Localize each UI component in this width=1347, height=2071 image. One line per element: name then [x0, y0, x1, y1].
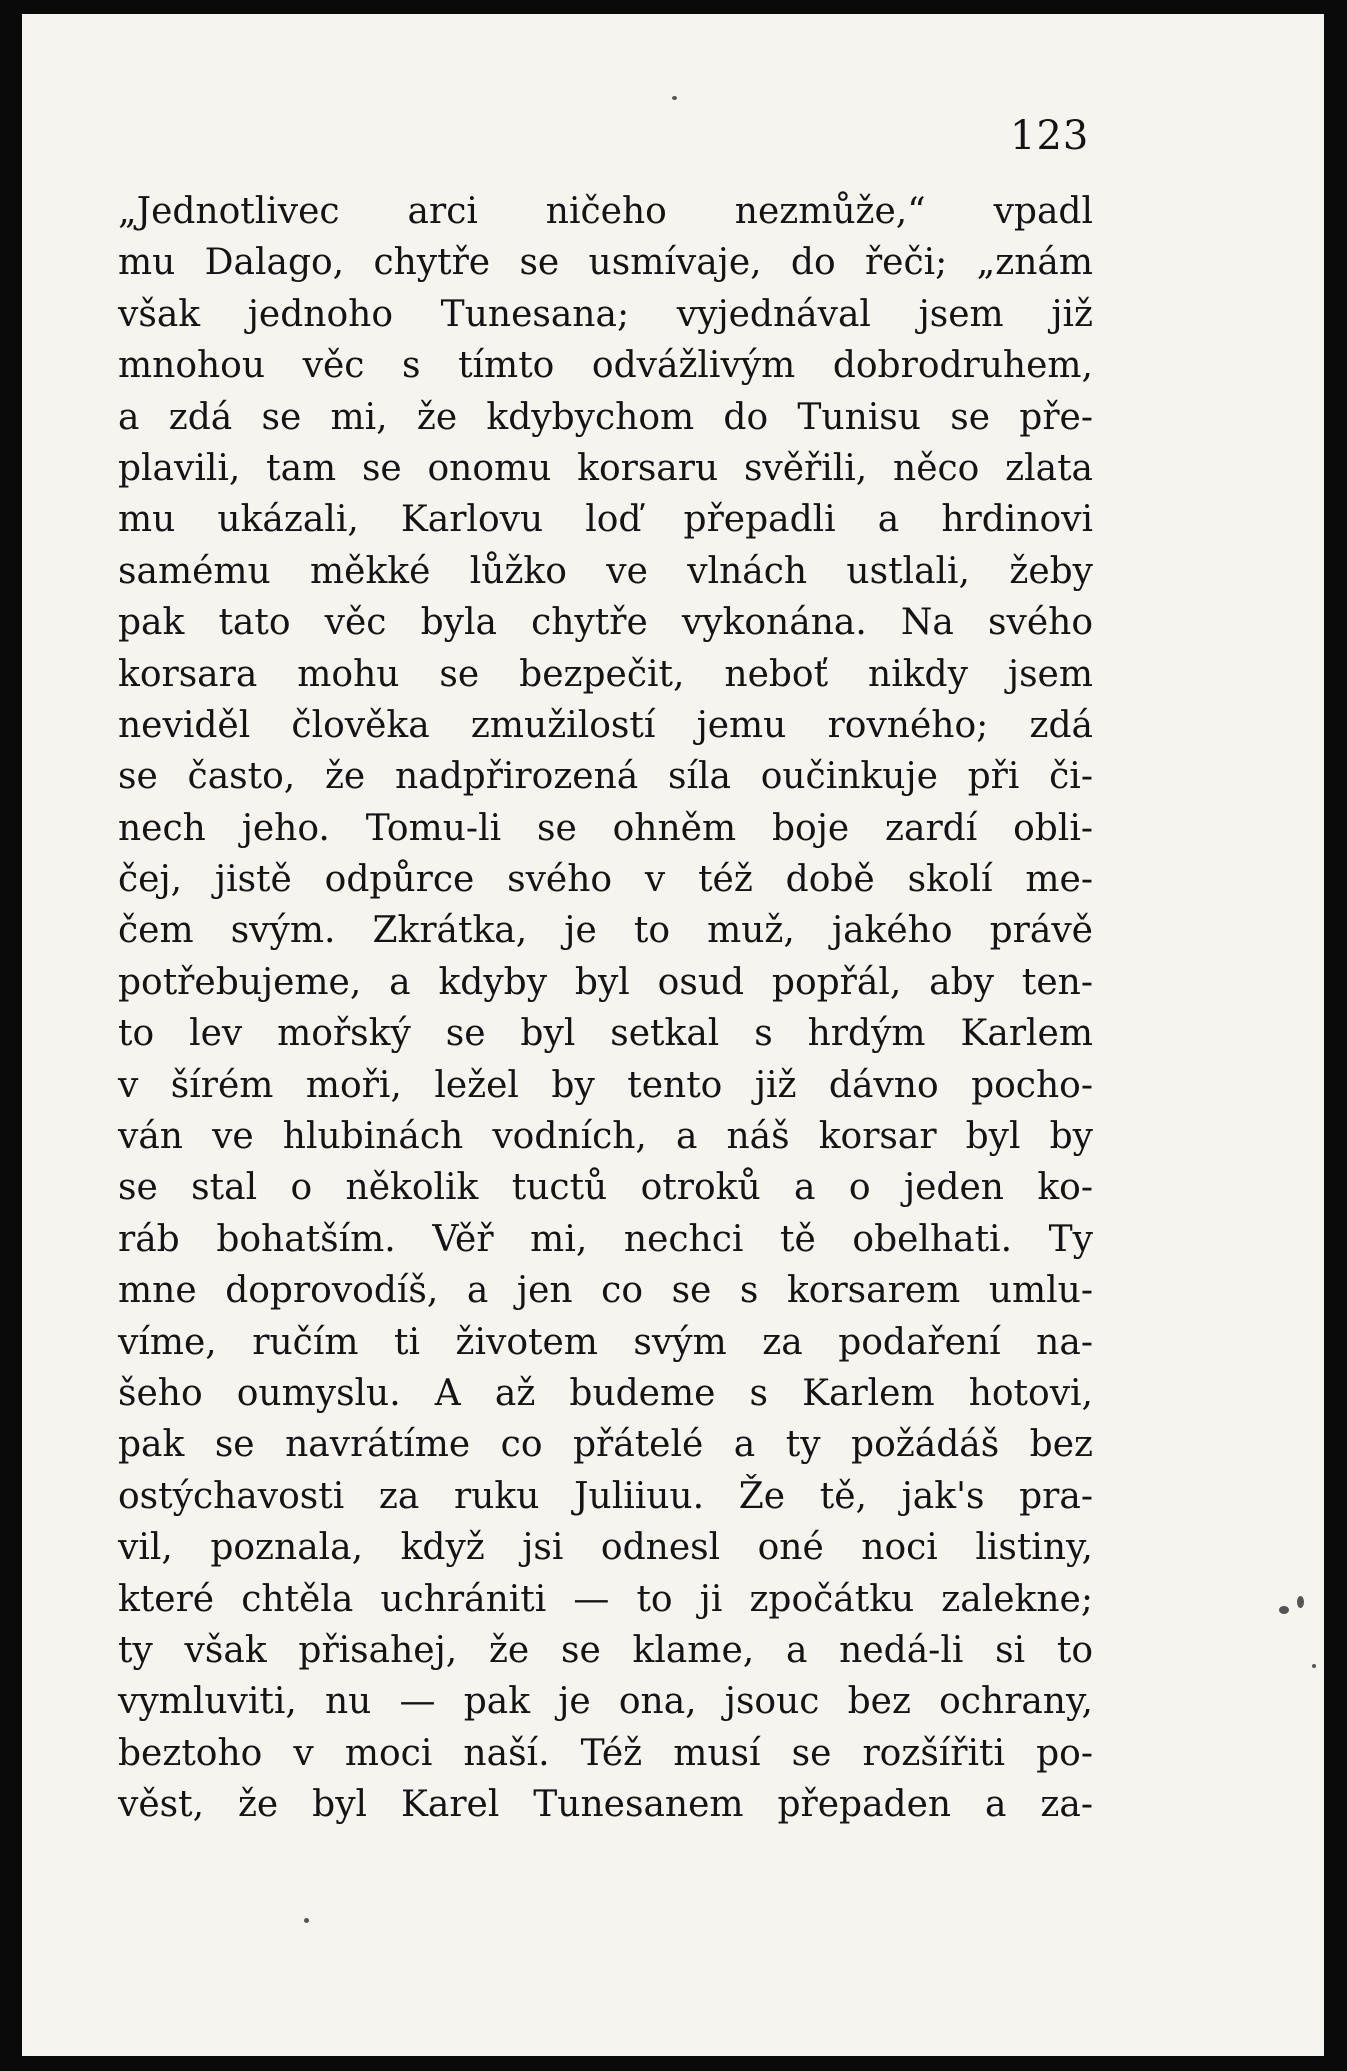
text-line: však jednoho Tunesana; vyjednával jsem již: [118, 293, 1093, 335]
text-line: „Jednotlivec arci ničeho nezmůže,“ vpadl: [118, 191, 1093, 232]
text-line: pak tato věc byla chytře vykonána. Na svého: [118, 602, 1093, 644]
ink-speck: [672, 96, 677, 100]
text-line: vymluviti, nu — pak je ona, jsouc bez ochrany,: [118, 1681, 1093, 1723]
text-line: mu Dalago, chytře se usmívaje, do řeči; „znám: [118, 242, 1093, 284]
text-line: čej, jistě odpůrce svého v též době skolí me-: [118, 859, 1093, 901]
text-line: mu ukázali, Karlovu loď přepadli a hrdinovi: [118, 499, 1093, 541]
page-number: 123: [1010, 113, 1090, 159]
text-line: se stal o několik tuctů otroků a o jeden ko-: [118, 1167, 1093, 1209]
ink-speck: [1297, 1596, 1304, 1608]
text-line: korsara mohu se bezpečit, neboť nikdy jsem: [118, 653, 1093, 695]
text-line: ty však přisahej, že se klame, a nedá-li si to: [118, 1629, 1093, 1671]
text-line: které chtěla uchrániti — to ji zpočátku zalekne;: [118, 1578, 1093, 1620]
ink-speck: [304, 1918, 309, 1923]
text-line: mne doprovodíš, a jen co se s korsarem umlu-: [118, 1270, 1093, 1312]
text-line: a zdá se mi, že kdybychom do Tunisu se pře-: [118, 396, 1093, 438]
text-line: beztoho v moci naší. Též musí se rozšířiti po-: [118, 1732, 1093, 1774]
text-line: v šírém moři, ležel by tento již dávno pocho-: [118, 1064, 1093, 1106]
text-line: samému měkké lůžko ve vlnách ustlali, žeby: [118, 550, 1093, 592]
text-line: ráb bohatším. Věř mi, nechci tě obelhati. Ty: [118, 1218, 1093, 1260]
text-line: neviděl člověka zmužilostí jemu rovného; zdá: [118, 704, 1093, 746]
text-line: se často, že nadpřirozená síla oučinkuje při či-: [118, 756, 1093, 798]
text-line: čem svým. Zkrátka, je to muž, jakého právě: [118, 910, 1093, 952]
text-line: víme, ručím ti životem svým za podaření na-: [118, 1321, 1093, 1363]
text-line: vil, poznala, když jsi odnesl oné noci listiny,: [118, 1527, 1093, 1569]
text-line: mnohou věc s tímto odvážlivým dobrodruhem,: [118, 345, 1093, 387]
ink-speck: [1312, 1664, 1316, 1668]
text-line: věst, že byl Karel Tunesanem přepaden a za-: [118, 1784, 1093, 1826]
body-text: [118, 186, 1093, 1831]
text-line: plavili, tam se onomu korsaru svěřili, něco zlata: [118, 447, 1093, 489]
text-line: potřebujeme, a kdyby byl osud popřál, aby ten-: [118, 961, 1093, 1003]
text-line: to lev mořský se byl setkal s hrdým Karlem: [118, 1013, 1093, 1055]
ink-speck: [1279, 1606, 1289, 1614]
text-line: pak se navrátíme co přátelé a ty požádáš bez: [118, 1424, 1093, 1466]
text-line: ostýchavosti za ruku Juliiuu. Že tě, jak's pra-: [118, 1475, 1093, 1517]
text-line: nech jeho. Tomu-li se ohněm boje zardí obli-: [118, 807, 1093, 849]
text-line: šeho oumyslu. A až budeme s Karlem hotovi,: [118, 1372, 1093, 1414]
text-line: ván ve hlubinách vodních, a náš korsar byl by: [118, 1116, 1093, 1158]
